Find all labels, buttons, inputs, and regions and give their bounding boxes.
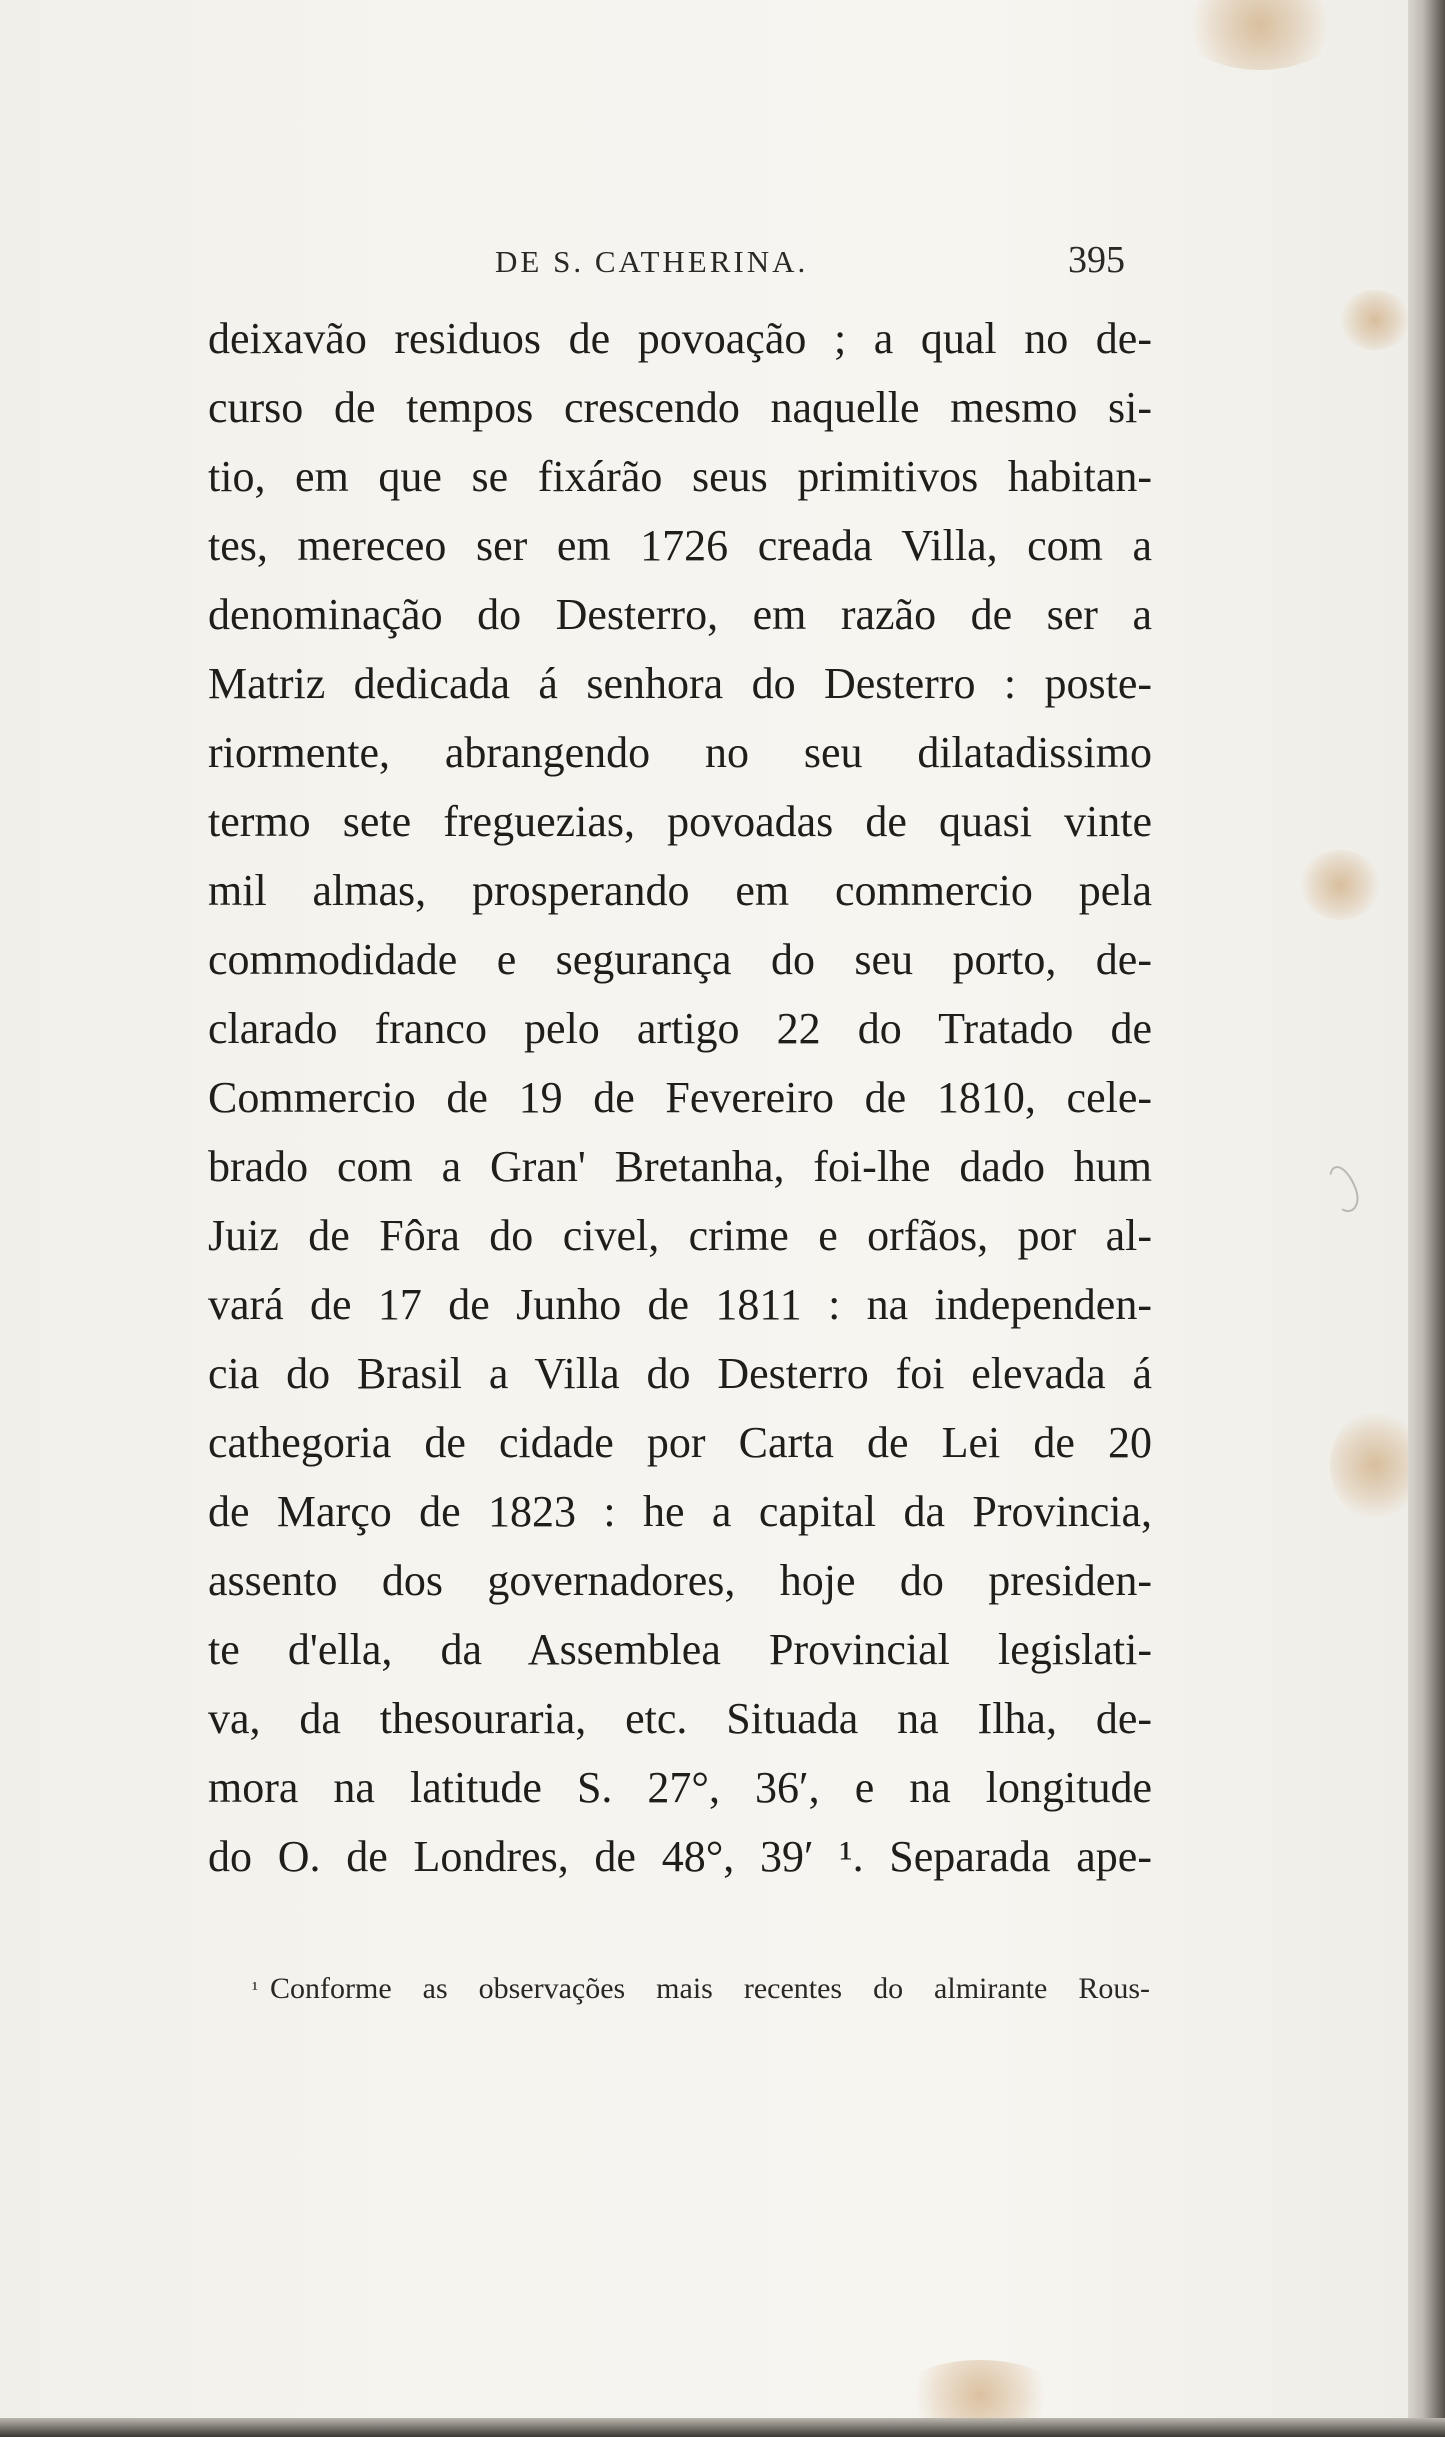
text-line: Juiz de Fôra do civel, crime e orfãos, por al- [208,1211,1152,1260]
footnote-mark: ¹ [252,1978,258,2000]
text-line: cathegoria de cidade por Carta de Lei de 20 [208,1418,1152,1467]
text-line: Matriz dedicada á senhora do Desterro : poste- [208,659,1152,708]
text-line: brado com a Gran' Bretanha, foi-lhe dado hum [208,1142,1152,1191]
text-line: tio, em que se fixárão seus primitivos habitan- [208,452,1152,501]
body-text [208,304,1152,1891]
page-number: 395 [1068,239,1125,281]
foxing-stain [1300,850,1380,920]
text-line: vará de 17 de Junho de 1811 : na independen- [208,1280,1152,1329]
text-line: va, da thesouraria, etc. Situada na Ilha, de- [208,1694,1152,1743]
running-head: DE S. CATHERINA. [495,244,809,279]
foxing-stain [1330,1410,1408,1520]
text-line: Commercio de 19 de Fevereiro de 1810, cele- [208,1073,1152,1122]
text-line: tes, mereceo ser em 1726 creada Villa, com a [208,521,1152,570]
text-line: mora na latitude S. 27°, 36′, e na longitude [208,1763,1152,1812]
pencil-mark [1323,1162,1364,1216]
text-line: te d'ella, da Assemblea Provincial legislati- [208,1625,1152,1674]
text-line: de Março de 1823 : he a capital da Provincia, [208,1487,1152,1536]
text-line: assento dos governadores, hoje do presiden- [208,1556,1152,1605]
text-line: clarado franco pelo artigo 22 do Tratado de [208,1004,1152,1053]
text-line: cia do Brasil a Villa do Desterro foi elevada á [208,1349,1152,1398]
footnote: Conforme as observações mais recentes do almirante Rous- [270,1972,1150,2005]
text-line: denominação do Desterro, em razão de ser a [208,590,1152,639]
page-edge [1408,0,1445,2437]
foxing-stain [1180,0,1340,70]
text-line: mil almas, prosperando em commercio pela [208,866,1152,915]
text-line: commodidade e segurança do seu porto, de- [208,935,1152,984]
text-line: riormente, abrangendo no seu dilatadissimo [208,728,1152,777]
foxing-stain [900,2360,1060,2418]
page-bottom-edge [0,2418,1445,2437]
text-line: do O. de Londres, de 48°, 39′ ¹. Separada ape- [208,1832,1152,1881]
text-line: deixavão residuos de povoação ; a qual no de- [208,314,1152,363]
text-line: termo sete freguezias, povoadas de quasi vinte [208,797,1152,846]
text-line: curso de tempos crescendo naquelle mesmo si- [208,383,1152,432]
foxing-stain [1340,290,1408,350]
